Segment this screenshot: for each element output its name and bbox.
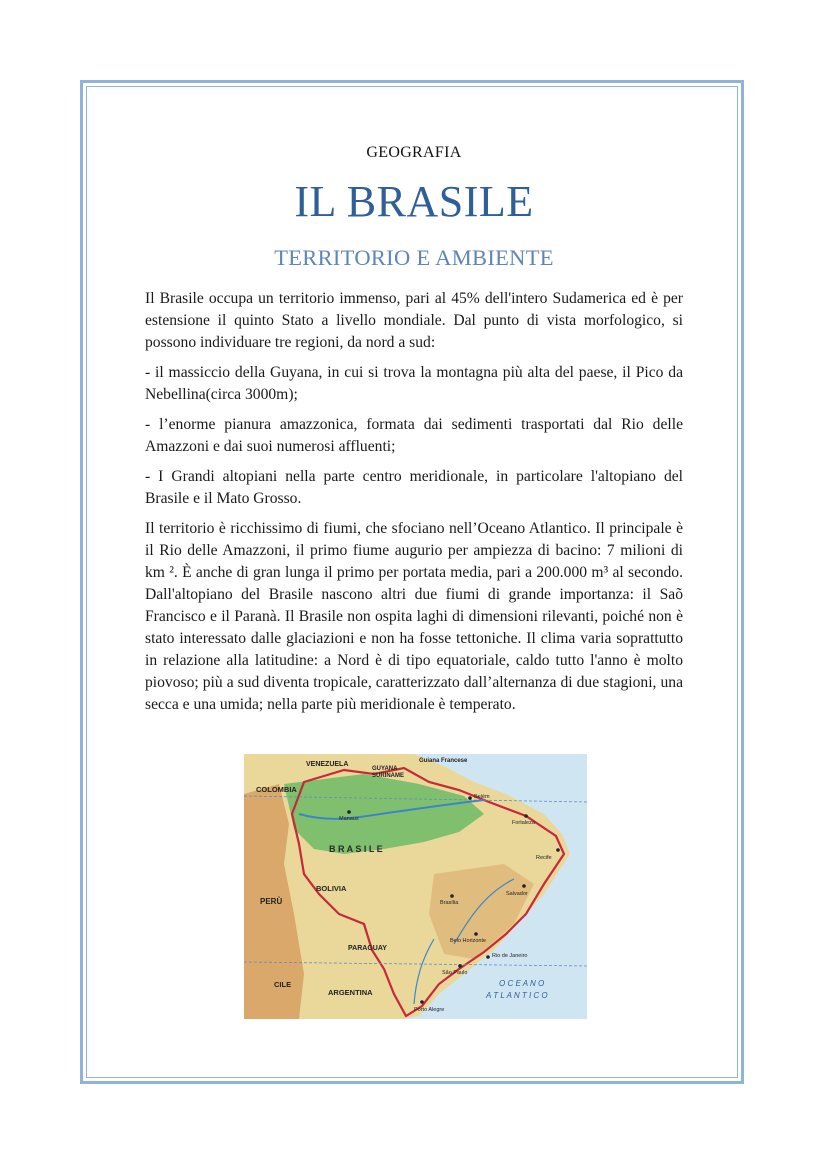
- region-item-guyana: - il massiccio della Guyana, in cui si trova la montagna più alta del paese, il Pico da Nebellina(circa 3000m);: [145, 364, 683, 403]
- brazil-map: [244, 754, 587, 1019]
- city-fortaleza: Fortaleza: [512, 820, 535, 826]
- city-dot: [556, 848, 560, 852]
- city-recife: Recife: [536, 855, 552, 861]
- city-rio-de-janeiro: Rio de Janeiro: [492, 953, 528, 959]
- article-body: [145, 288, 683, 724]
- rivers-climate-paragraph: Il territorio è ricchissimo di fiumi, che sfociano nell’Oceano Atlantico. Il principale è il Rio delle Amazzoni, il primo fiume augurio per ampiezza di bacino: 7 milioni di km ². È anche di gran lunga il primo per portata media, pari a 200.000 m³ al secondo. Dall'altopiano del Brasile nascono altri due fiumi di grande importanza: il Saõ Francisco e il Paranà. Il Brasile non ospita laghi di dimensioni rilevanti, poiché non è stato interessato dalle glaciazioni e non ha fosse tettoniche. Il clima varia soprattutto in relazione alla latitudine: a Nord è di tipo equatoriale, caldo tutto l'anno è molto piovoso; più a sud diventa tropicale, caratterizzato dall’alternanza di due stagioni, una secca e una umida; nella parte più meridionale è temperato.: [145, 520, 683, 713]
- region-item-amazon: - l’enorme pianura amazzonica, formata dai sedimenti trasportati dal Rio delle Amazzoni e dai suoi numerosi affluenti;: [145, 416, 683, 455]
- section-subtitle: TERRITORIO E AMBIENTE: [274, 245, 554, 270]
- city-porto-alegre: Porto Alegre: [414, 1007, 445, 1013]
- label-guiana-francese: Guiana Francese: [419, 758, 468, 764]
- label-ocean-1: O C E A N O: [499, 979, 545, 988]
- city-dot: [474, 932, 478, 936]
- label-argentina: ARGENTINA: [328, 988, 373, 997]
- city-dot: [468, 796, 472, 800]
- city-manaus: Manaus: [339, 816, 359, 822]
- region-item-plateaus: - I Grandi altopiani nella parte centro meridionale, in particolare l'altopiano del Brasile e il Mato Grosso.: [145, 468, 683, 507]
- label-paraguay: PARAGUAY: [348, 945, 387, 952]
- city-dot: [524, 814, 528, 818]
- label-suriname: SURINAME: [372, 773, 405, 779]
- page-title: IL BRASILE: [294, 177, 534, 226]
- brazil-map-graphic: [244, 754, 587, 1019]
- city-dot: [420, 1000, 424, 1004]
- label-brasile: B R A S I L E: [329, 844, 383, 854]
- city-belem: Belém: [474, 794, 490, 800]
- city-dot: [458, 964, 462, 968]
- city-brasilia: Brasília: [440, 900, 459, 906]
- intro-paragraph: Il Brasile occupa un territorio immenso, pari al 45% dell'intero Sudamerica ed è per estensione il quinto Stato a livello mondiale. Dal punto di vista morfologico, si possono individuare tre regioni, da nord a sud:: [145, 290, 683, 351]
- city-salvador: Salvador: [506, 891, 528, 897]
- label-cile: CILE: [274, 980, 292, 989]
- label-peru: PERÙ: [260, 897, 283, 906]
- label-bolivia: BOLIVIA: [316, 884, 347, 893]
- city-dot: [347, 810, 351, 814]
- city-sao-paulo: São Paulo: [442, 970, 468, 976]
- subject-label: GEOGRAFIA: [366, 144, 462, 161]
- label-colombia: COLOMBIA: [256, 785, 297, 794]
- label-guyana: GUYANA: [372, 766, 398, 772]
- city-dot: [450, 894, 454, 898]
- city-belo-horizonte: Belo Horizonte: [450, 938, 487, 944]
- label-venezuela: VENEZUELA: [306, 761, 349, 768]
- label-ocean-2: A T L A N T I C O: [486, 991, 548, 1000]
- city-dot: [486, 955, 490, 959]
- city-dot: [522, 884, 526, 888]
